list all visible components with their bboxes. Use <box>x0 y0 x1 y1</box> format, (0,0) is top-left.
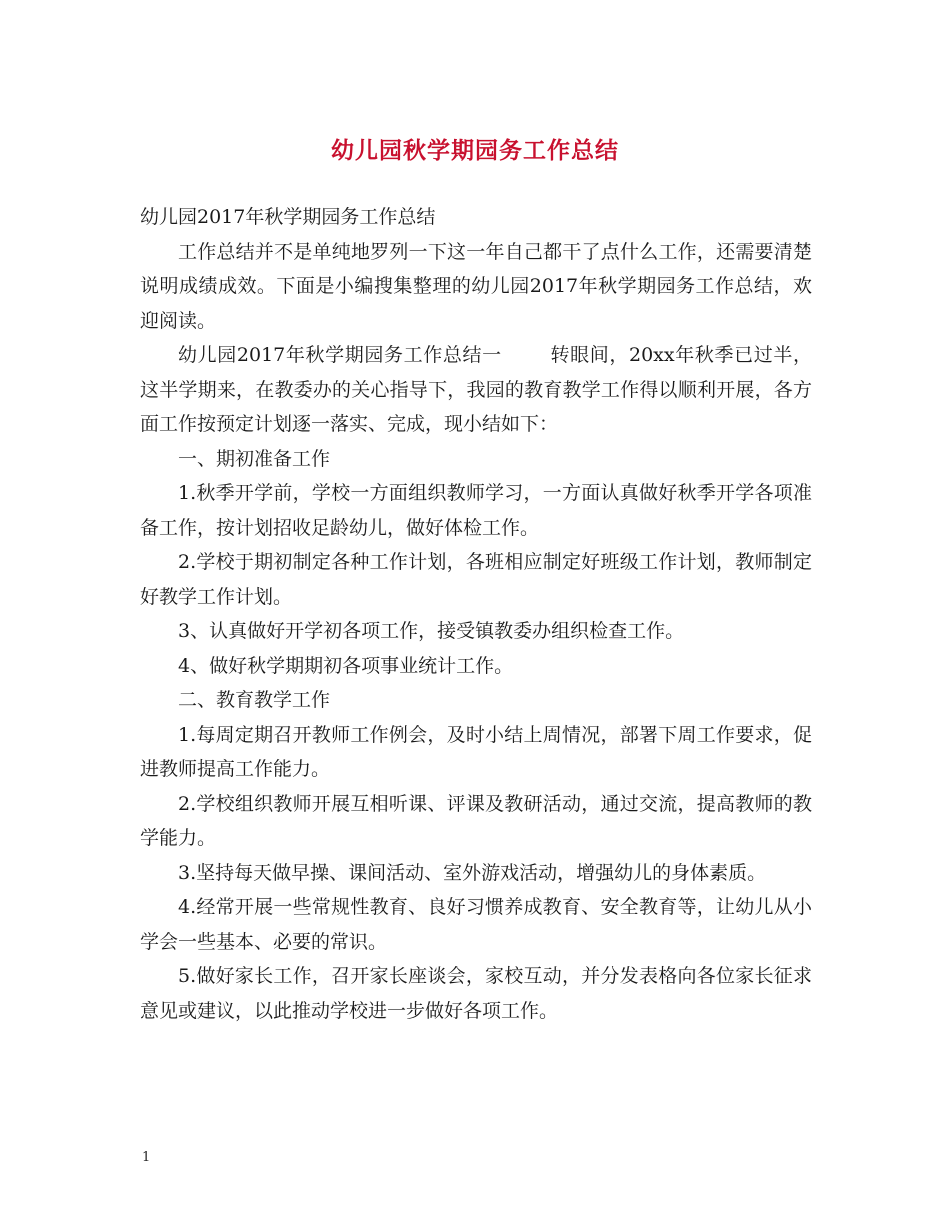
paragraph-subtitle: 幼儿园2017年秋学期园务工作总结 <box>140 206 436 228</box>
document-title: 幼儿园秋学期园务工作总结 <box>331 137 619 164</box>
paragraph-section-one-opening <box>140 338 812 442</box>
list-item: 1.每周定期召开教师工作例会，及时小结上周情况，部署下周工作要求，促进教师提高工作能力。 <box>140 723 812 780</box>
list-item: 2.学校于期初制定各种工作计划，各班相应制定好班级工作计划，教师制定好教学工作计划。 <box>140 551 812 608</box>
list-item: 4、做好秋学期期初各项事业统计工作。 <box>178 654 514 677</box>
heading-teaching-work: 二、教育教学工作 <box>178 689 331 711</box>
page-number: 1 <box>142 1150 151 1165</box>
list-item: 1.秋季开学前，学校一方面组织教师学习，一方面认真做好秋季开学各项准备工作，按计划招收足龄幼儿，做好体检工作。 <box>140 482 812 539</box>
list-item: 3、认真做好开学初各项工作，接受镇教委办组织检查工作。 <box>178 620 685 642</box>
paragraph-intro: 工作总结并不是单纯地罗列一下这一年自己都干了点什么工作，还需要清楚说明成绩成效。下面是小编搜集整理的幼儿园2017年秋学期园务工作总结，欢迎阅读。 <box>140 240 812 332</box>
list-item: 3.坚持每天做早操、课间活动、室外游戏活动，增强幼儿的身体素质。 <box>178 861 767 884</box>
list-item: 5.做好家长工作，召开家长座谈会，家校互动，并分发表格向各位家长征求意见或建议，以此推动学校进一步做好各项工作。 <box>140 965 812 1022</box>
document-body <box>140 200 812 1028</box>
section-one-text: 转眼间，20xx年秋季已过半，这半学期来，在教委办的关心指导下，我园的教育教学工作得以顺利开展，各方面工作按预定计划逐一落实、完成，现小结如下： <box>140 344 813 435</box>
section-one-heading: 幼儿园2017年秋学期园务工作总结一 <box>178 344 502 366</box>
list-item: 4.经常开展一些常规性教育、良好习惯养成教育、安全教育等，让幼儿从小学会一些基本、必要的常识。 <box>140 896 812 953</box>
heading-start-preparation: 一、期初准备工作 <box>178 447 331 470</box>
list-item: 2.学校组织教师开展互相听课、评课及教研活动，通过交流，提高教师的教学能力。 <box>140 792 812 849</box>
